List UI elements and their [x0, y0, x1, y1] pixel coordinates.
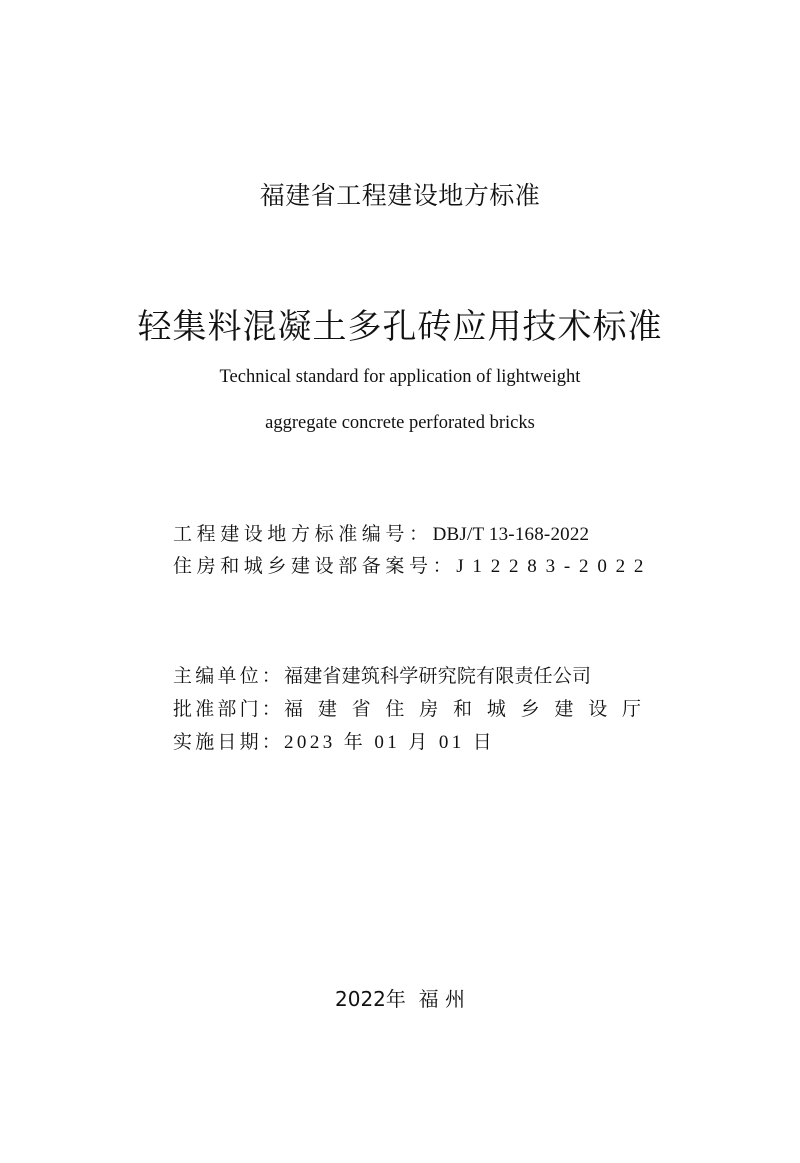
english-title-line-2: aggregate concrete perforated bricks: [265, 413, 535, 433]
editor-label: 主编单位：: [173, 666, 285, 687]
standard-code-value: DBJ/T 13-168-2022: [432, 524, 590, 545]
standard-code-label: 工程建设地方标准编号：: [173, 524, 433, 545]
effective-date-label: 实施日期：: [173, 732, 285, 753]
filing-number-row: [173, 551, 653, 578]
editor-value: 福建省建筑科学研究院有限责任公司: [284, 666, 592, 687]
series-title: 福建省工程建设地方标准: [259, 181, 541, 210]
filing-number-value: J12283-2022: [456, 556, 653, 577]
standard-code-row: [173, 519, 647, 546]
publication-year-place: 2022年 福 州: [335, 987, 465, 1011]
english-title-line-1: Technical standard for application of lightweight: [219, 367, 581, 387]
editor-row: [173, 661, 647, 688]
filing-number-label: 住房和城乡建设部备案号：: [173, 556, 457, 577]
main-title: 轻集料混凝土多孔砖应用技术标准: [137, 307, 663, 347]
approver-value: 福建省住房和城乡建设厅: [284, 699, 656, 720]
effective-date-value: 2023 年 01 月 01 日: [284, 732, 496, 753]
effective-date-row: [173, 727, 647, 754]
approver-label: 批准部门：: [173, 699, 285, 720]
approver-row: [173, 694, 656, 721]
